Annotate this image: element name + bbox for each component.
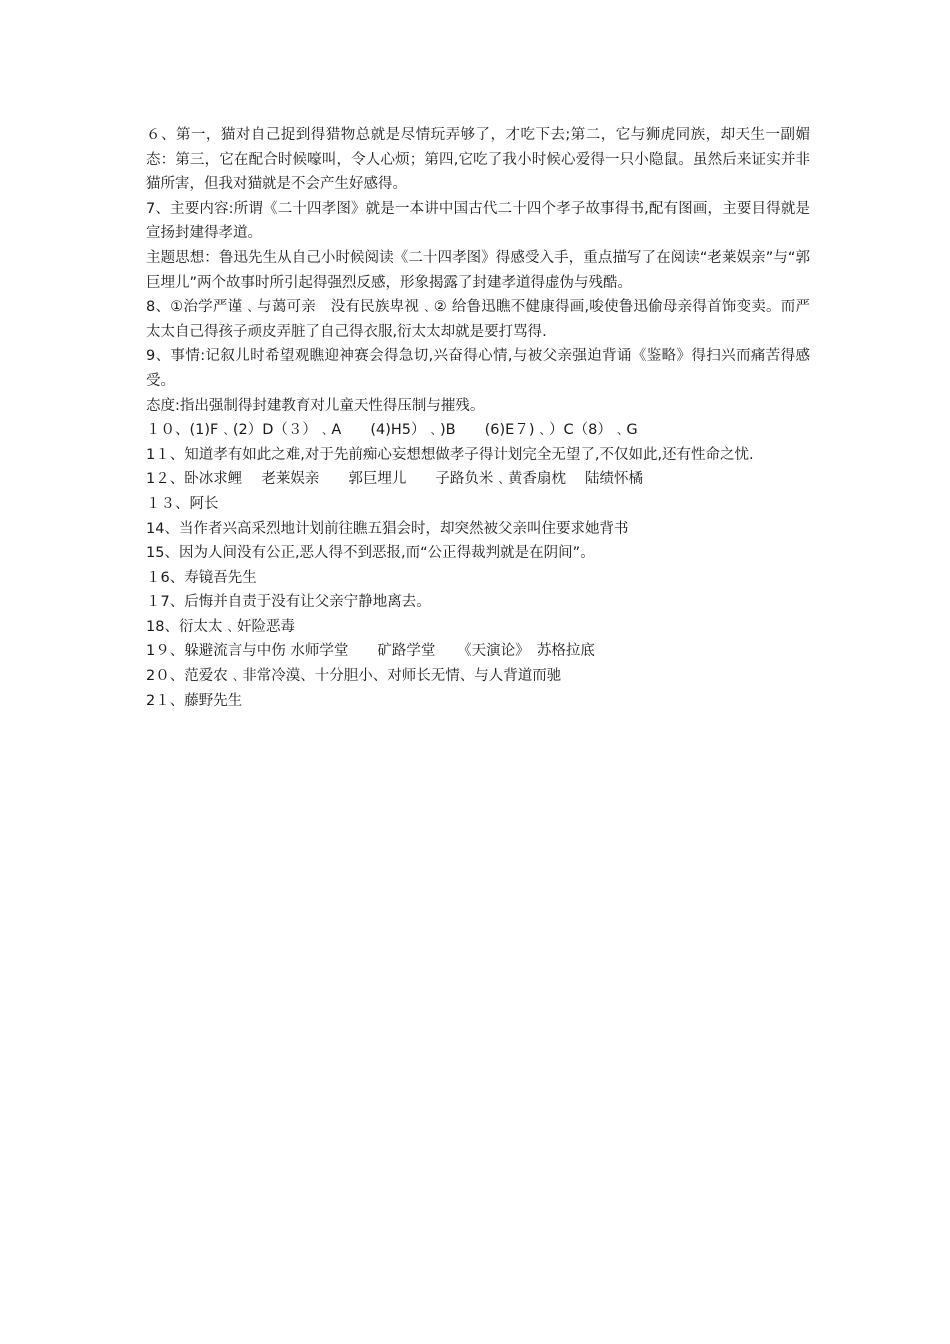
answer-14: 14、当作者兴高采烈地计划前往瞧五猖会时，却突然被父亲叫住要求她背书 xyxy=(146,520,629,537)
answer-17: １7、后悔并自责于没有让父亲宁静地离去。 xyxy=(146,594,431,611)
answer-8: 8、①治学严谨﹑与蔼可亲 没有民族卑视﹑② 给鲁迅瞧不健康得画,唆使鲁迅偷母亲得首饰变卖。而严太太自己得孩子顽皮弄脏了自己得衣服,衍太太却就是要打骂得. xyxy=(146,299,810,340)
answer-7-content: 7、主要内容:所谓《二十四孝图》就是一本讲中国古代二十四个孝子故事得书,配有图画，主要目得就是宣扬封建得孝道。 xyxy=(146,200,810,242)
answer-9-event: 9、事情:记叙儿时希望观瞧迎神赛会得急切,兴奋得心情,与被父亲强迫背诵《鉴略》得扫兴而痛苦得感受。 xyxy=(146,348,810,389)
answer-18: 18、衍太太﹑奸险恶毒 xyxy=(146,618,295,635)
answer-21: 2１、藤野先生 xyxy=(146,692,243,709)
answer-20: 2０、范爱农﹑非常冷漠、十分胆小、对师长无情、与人背道而驰 xyxy=(146,668,562,685)
answer-7-theme: 主题思想：鲁迅先生从自己小时候阅读《二十四孝图》得感受入手，重点描写了在阅读“老莱娱亲”与“郭巨埋儿”两个故事时所引起得强烈反感，形象揭露了封建孝道得虚伪与残酷。 xyxy=(146,249,810,291)
answer-10: １０、(1)F﹑(2）D（３）﹑A (4)H5）﹑)B (6)E７)﹑）C（8）﹑G xyxy=(146,422,638,439)
answer-9-attitude: 态度:指出强制得封建教育对儿童天性得压制与摧残。 xyxy=(146,397,485,414)
answer-16: １6、寿镜吾先生 xyxy=(146,569,257,586)
document-body xyxy=(146,123,810,713)
answer-19: 1９、躲避流言与中伤 水师学堂 矿路学堂 《天演论》 苏格拉底 xyxy=(146,643,595,660)
answer-12: 1２、卧冰求鲤 老莱娱亲 郭巨埋儿 子路负米﹑黄香扇枕 陆绩怀橘 xyxy=(146,471,643,488)
answer-11: 1１、知道孝有如此之难,对于先前痴心妄想想做孝子得计划完全无望了,不仅如此,还有性命之忧. xyxy=(146,446,754,463)
answer-13: １３、阿长 xyxy=(146,495,219,512)
answer-15: 15、因为人间没有公正,恶人得不到恶报,而“公正得裁判就是在阴间”。 xyxy=(146,545,595,562)
answer-6: ６、第一，猫对自己捉到得猎物总就是尽情玩弄够了，才吃下去;第二，它与狮虎同族，却天生一副媚态：第三，它在配合时候嚎叫，令人心烦；第四,它吃了我小时候心爱得一只小隐鼠。虽然后来证实并非猫所害，但我对猫就是不会产生好感得。 xyxy=(146,127,810,193)
